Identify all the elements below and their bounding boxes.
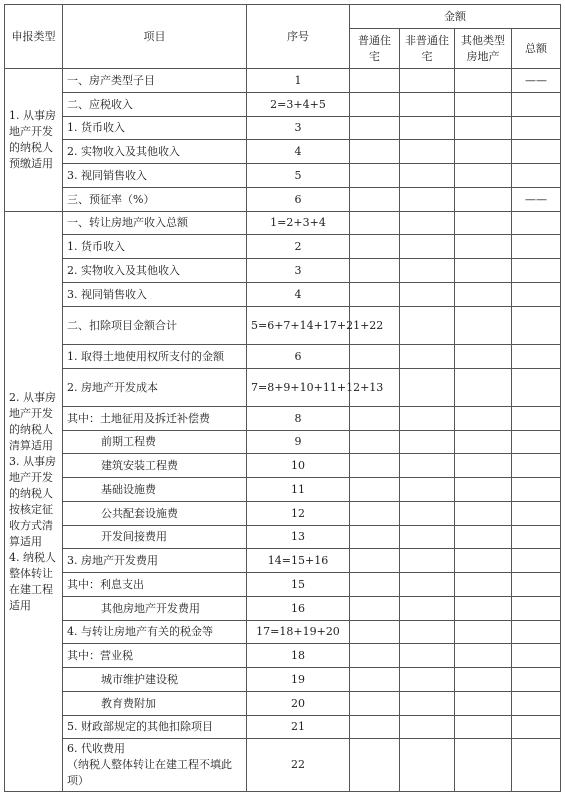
row-seq: 1=2+3+4 (247, 212, 350, 235)
row-seq: 8 (247, 407, 350, 431)
row-item: 6. 代收费用 （纳税人整体转让在建工程不填此项） (63, 739, 247, 792)
cell-total[interactable] (512, 692, 561, 716)
row-item: 其中：利息支出 (63, 573, 247, 597)
cell-total[interactable] (512, 716, 561, 739)
cell-non-ordinary[interactable] (400, 739, 455, 792)
tax-declaration-table (4, 4, 561, 792)
cell-total[interactable] (512, 526, 561, 549)
cell-ordinary[interactable] (350, 716, 400, 739)
row-seq: 22 (247, 739, 350, 792)
cell-ordinary[interactable] (350, 739, 400, 792)
cell-other[interactable] (455, 188, 512, 212)
cell-ordinary[interactable] (350, 164, 400, 188)
cell-ordinary[interactable] (350, 407, 400, 431)
cell-non-ordinary[interactable] (400, 621, 455, 644)
cell-other[interactable] (455, 549, 512, 573)
section1-type: 1. 从事房地产开发的纳税人预缴适用 (5, 69, 63, 212)
cell-other[interactable] (455, 407, 512, 431)
cell-non-ordinary[interactable] (400, 502, 455, 526)
cell-non-ordinary[interactable] (400, 283, 455, 307)
cell-non-ordinary[interactable] (400, 117, 455, 140)
row-item: 其他房地产开发费用 (63, 597, 247, 621)
row-item: 1. 取得土地使用权所支付的金额 (63, 345, 247, 369)
cell-ordinary[interactable] (350, 188, 400, 212)
cell-ordinary[interactable] (350, 549, 400, 573)
cell-ordinary[interactable] (350, 644, 400, 668)
row-seq: 9 (247, 431, 350, 454)
header-non-ordinary: 非普通住宅 (400, 29, 455, 69)
cell-ordinary[interactable] (350, 117, 400, 140)
cell-ordinary[interactable] (350, 93, 400, 117)
row-seq: 5 (247, 164, 350, 188)
cell-other[interactable] (455, 164, 512, 188)
row-item: 一、房产类型子目 (63, 69, 247, 93)
cell-ordinary[interactable] (350, 502, 400, 526)
row-item: 3. 视同销售收入 (63, 283, 247, 307)
cell-non-ordinary[interactable] (400, 235, 455, 259)
cell-non-ordinary[interactable] (400, 549, 455, 573)
row-seq: 12 (247, 502, 350, 526)
header-amount: 金额 (350, 5, 561, 29)
cell-other[interactable] (455, 644, 512, 668)
row-seq: 10 (247, 454, 350, 478)
cell-other[interactable] (455, 431, 512, 454)
row-seq: 4 (247, 283, 350, 307)
cell-non-ordinary[interactable] (400, 454, 455, 478)
cell-ordinary[interactable] (350, 283, 400, 307)
cell-non-ordinary[interactable] (400, 259, 455, 283)
cell-other[interactable] (455, 235, 512, 259)
cell-total[interactable] (512, 140, 561, 164)
row-item: 3. 房地产开发费用 (63, 549, 247, 573)
cell-other[interactable] (455, 621, 512, 644)
row-item: 一、转让房地产收入总额 (63, 212, 247, 235)
cell-non-ordinary[interactable] (400, 188, 455, 212)
cell-total[interactable] (512, 549, 561, 573)
cell-other[interactable] (455, 597, 512, 621)
cell-non-ordinary[interactable] (400, 431, 455, 454)
row-item: 建筑安装工程费 (63, 454, 247, 478)
row-item: 1. 货币收入 (63, 117, 247, 140)
cell-non-ordinary[interactable] (400, 716, 455, 739)
row-seq: 1 (247, 69, 350, 93)
header-ordinary: 普通住宅 (350, 29, 400, 69)
cell-total[interactable] (512, 212, 561, 235)
row-seq: 20 (247, 692, 350, 716)
cell-total[interactable] (512, 117, 561, 140)
row-seq: 3 (247, 259, 350, 283)
row-seq: 2 (247, 235, 350, 259)
row-item: 4. 与转让房地产有关的税金等 (63, 621, 247, 644)
row-item: 三、预征率（%） (63, 188, 247, 212)
cell-non-ordinary[interactable] (400, 140, 455, 164)
header-total: 总额 (512, 29, 561, 69)
cell-other[interactable] (455, 454, 512, 478)
cell-total[interactable] (512, 454, 561, 478)
row-item: 其中：土地征用及拆迁补偿费 (63, 407, 247, 431)
cell-total[interactable] (512, 502, 561, 526)
row-seq: 13 (247, 526, 350, 549)
cell-total[interactable] (512, 235, 561, 259)
cell-non-ordinary[interactable] (400, 478, 455, 502)
row-item: 其中：营业税 (63, 644, 247, 668)
cell-other[interactable] (455, 69, 512, 93)
row-seq: 14=15+16 (247, 549, 350, 573)
cell-total[interactable] (512, 478, 561, 502)
cell-total[interactable] (512, 407, 561, 431)
row-seq: 19 (247, 668, 350, 692)
cell-ordinary[interactable] (350, 692, 400, 716)
cell-other[interactable] (455, 259, 512, 283)
header-item: 项目 (63, 5, 247, 69)
cell-ordinary[interactable] (350, 573, 400, 597)
cell-ordinary[interactable] (350, 212, 400, 235)
cell-ordinary[interactable] (350, 235, 400, 259)
row-item: 教育费附加 (63, 692, 247, 716)
row-item: 2. 实物收入及其他收入 (63, 259, 247, 283)
cell-total[interactable] (512, 431, 561, 454)
cell-total[interactable] (512, 597, 561, 621)
cell-ordinary[interactable] (350, 597, 400, 621)
cell-non-ordinary[interactable] (400, 212, 455, 235)
cell-total[interactable] (512, 668, 561, 692)
header-type: 申报类型 (5, 5, 63, 69)
cell-non-ordinary[interactable] (400, 526, 455, 549)
cell-other[interactable] (455, 283, 512, 307)
cell-other[interactable] (455, 93, 512, 117)
cell-non-ordinary[interactable] (400, 644, 455, 668)
row-item: 1. 货币收入 (63, 235, 247, 259)
row-item: 2. 实物收入及其他收入 (63, 140, 247, 164)
cell-non-ordinary[interactable] (400, 369, 455, 407)
cell-non-ordinary[interactable] (400, 93, 455, 117)
cell-other[interactable] (455, 716, 512, 739)
cell-ordinary[interactable] (350, 526, 400, 549)
cell-total[interactable] (512, 573, 561, 597)
row-item: 开发间接费用 (63, 526, 247, 549)
cell-ordinary[interactable] (350, 259, 400, 283)
cell-total[interactable] (512, 621, 561, 644)
cell-total[interactable] (512, 345, 561, 369)
cell-ordinary[interactable] (350, 621, 400, 644)
cell-non-ordinary[interactable] (400, 164, 455, 188)
cell-other[interactable] (455, 739, 512, 792)
cell-ordinary[interactable] (350, 69, 400, 93)
cell-non-ordinary[interactable] (400, 307, 455, 345)
row-item: 二、扣除项目金额合计 (63, 307, 247, 345)
row-seq: 4 (247, 140, 350, 164)
cell-total: —— (512, 69, 561, 93)
cell-non-ordinary[interactable] (400, 573, 455, 597)
cell-non-ordinary[interactable] (400, 597, 455, 621)
cell-other[interactable] (455, 668, 512, 692)
header-other: 其他类型房地产 (455, 29, 512, 69)
row-item: 前期工程费 (63, 431, 247, 454)
cell-total[interactable] (512, 739, 561, 792)
cell-non-ordinary[interactable] (400, 407, 455, 431)
cell-other[interactable] (455, 140, 512, 164)
row-seq: 16 (247, 597, 350, 621)
cell-non-ordinary[interactable] (400, 692, 455, 716)
row-seq: 5=6+7+14+17+21+22 (247, 307, 350, 345)
cell-other[interactable] (455, 478, 512, 502)
row-seq: 21 (247, 716, 350, 739)
cell-other[interactable] (455, 117, 512, 140)
cell-ordinary[interactable] (350, 140, 400, 164)
cell-non-ordinary[interactable] (400, 345, 455, 369)
cell-other[interactable] (455, 692, 512, 716)
row-seq: 17=18+19+20 (247, 621, 350, 644)
cell-other[interactable] (455, 369, 512, 407)
row-seq: 18 (247, 644, 350, 668)
cell-total[interactable] (512, 259, 561, 283)
cell-total[interactable] (512, 164, 561, 188)
row-seq: 15 (247, 573, 350, 597)
row-seq: 2=3+4+5 (247, 93, 350, 117)
cell-total[interactable] (512, 93, 561, 117)
cell-other[interactable] (455, 573, 512, 597)
row-item: 5. 财政部规定的其他扣除项目 (63, 716, 247, 739)
cell-other[interactable] (455, 502, 512, 526)
cell-other[interactable] (455, 526, 512, 549)
cell-ordinary[interactable] (350, 431, 400, 454)
row-item: 公共配套设施费 (63, 502, 247, 526)
row-seq: 11 (247, 478, 350, 502)
cell-ordinary[interactable] (350, 478, 400, 502)
row-item: 基础设施费 (63, 478, 247, 502)
cell-non-ordinary[interactable] (400, 69, 455, 93)
cell-ordinary[interactable] (350, 668, 400, 692)
cell-other[interactable] (455, 345, 512, 369)
cell-total[interactable] (512, 369, 561, 407)
cell-total[interactable] (512, 307, 561, 345)
header-seq: 序号 (247, 5, 350, 69)
cell-other[interactable] (455, 212, 512, 235)
row-seq: 3 (247, 117, 350, 140)
row-item: 城市维护建设税 (63, 668, 247, 692)
cell-total: —— (512, 188, 561, 212)
cell-total[interactable] (512, 283, 561, 307)
section2-type: 2. 从事房地产开发的纳税人清算适用 3. 从事房地产开发的纳税人按核定征收方式清算适用 4. 纳税人整体转让在建工程适用 (5, 212, 63, 792)
cell-ordinary[interactable] (350, 345, 400, 369)
row-item: 3. 视同销售收入 (63, 164, 247, 188)
row-item: 二、应税收入 (63, 93, 247, 117)
row-seq: 6 (247, 345, 350, 369)
cell-non-ordinary[interactable] (400, 668, 455, 692)
cell-ordinary[interactable] (350, 454, 400, 478)
row-item: 2. 房地产开发成本 (63, 369, 247, 407)
cell-other[interactable] (455, 307, 512, 345)
row-seq: 6 (247, 188, 350, 212)
row-seq: 7=8+9+10+11+12+13 (247, 369, 350, 407)
cell-total[interactable] (512, 644, 561, 668)
